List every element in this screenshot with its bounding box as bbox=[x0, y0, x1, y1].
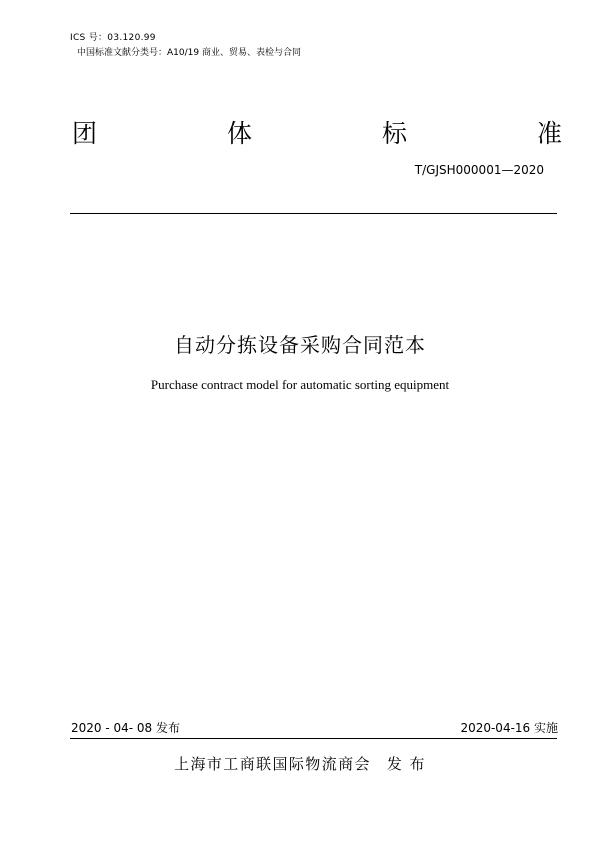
standard-type-char: 体 bbox=[226, 118, 252, 148]
document-title-cn: 自动分拣设备采购合同范本 bbox=[174, 333, 426, 357]
standard-type-char: 团 bbox=[72, 118, 98, 148]
ccs-classification: 中国标准文献分类号：A10/19 商业、贸易、表检与合同 bbox=[77, 48, 301, 58]
bottom-divider bbox=[70, 738, 557, 739]
standard-type-char: 准 bbox=[536, 118, 562, 148]
ics-number: ICS 号：03.120.99 bbox=[70, 33, 156, 43]
publisher-action: 发 布 bbox=[386, 755, 426, 773]
publisher-name: 上海市工商联国际物流商会 bbox=[174, 755, 371, 773]
standard-type-char: 标 bbox=[381, 118, 407, 148]
publisher-line bbox=[0, 753, 600, 774]
standard-code: T/GJSH000001—2020 bbox=[414, 163, 544, 177]
issue-date: 2020 - 04- 08 发布 bbox=[71, 721, 180, 735]
document-title-en: Purchase contract model for automatic sorting equipment bbox=[150, 377, 450, 392]
top-divider bbox=[70, 213, 557, 214]
standard-type-heading bbox=[72, 116, 562, 150]
implementation-date: 2020-04-16 实施 bbox=[460, 721, 558, 735]
